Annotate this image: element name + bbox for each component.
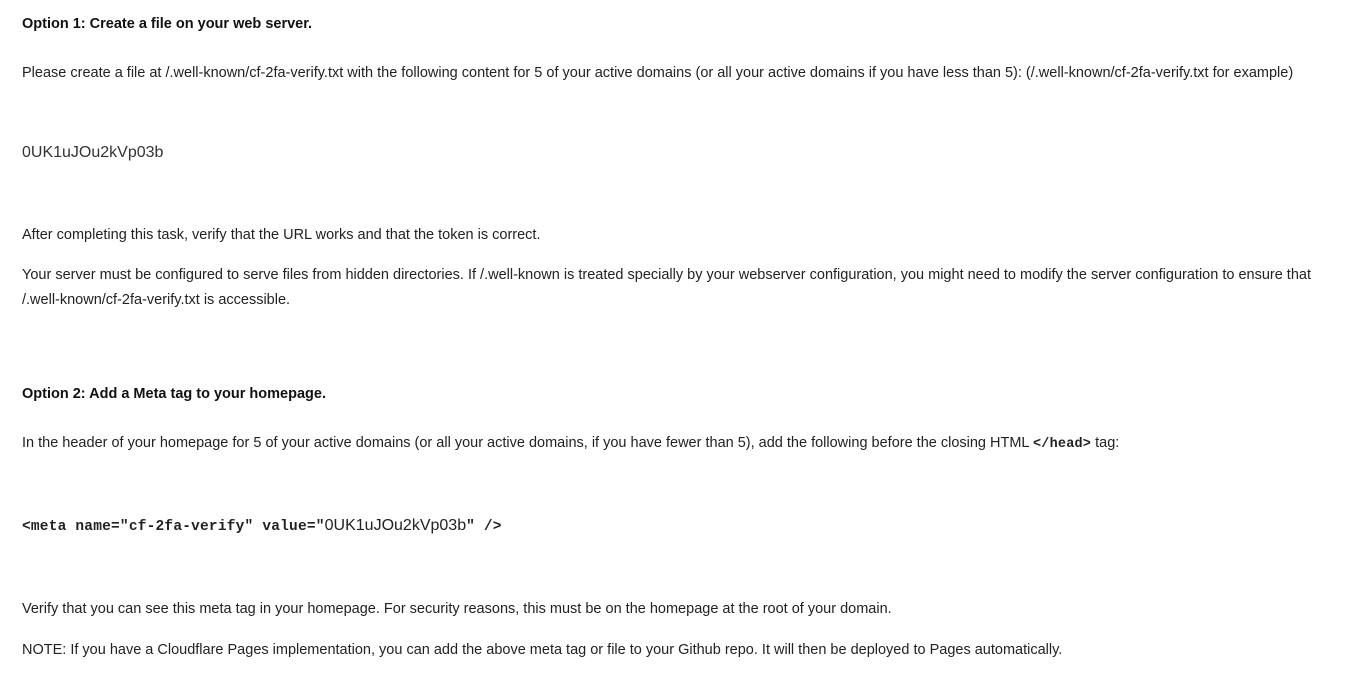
meta-tag-snippet <box>22 516 502 537</box>
option2-heading: Option 2: Add a Meta tag to your homepage. <box>22 386 326 402</box>
meta-tag-token: 0UK1uJOu2kVp03b <box>324 517 467 534</box>
option1-heading: Option 1: Create a file on your web server. <box>22 16 313 32</box>
option1-server-note: Your server must be configured to serve files from hidden directories. If /.well-known is treated specially by your webserver configuration, you might need to modify the server configuration to ensure that /.well-known/cf-2fa-verify.txt is accessible. <box>22 267 1311 308</box>
closing-head-code: </head> <box>1033 437 1092 452</box>
option2-instruction-before: In the header of your homepage for 5 of your active domains (or all your active domains, if you have fewer than 5), add the following before the closing HTML <box>22 435 1033 451</box>
option1-instruction: Please create a file at /.well-known/cf-2fa-verify.txt with the following content for 5 of your active domains (or all your active domains if you have less than 5): (/.well-known/cf-2fa-verify.txt for example) <box>22 65 1294 81</box>
meta-tag-suffix: " /> <box>466 519 502 535</box>
cloudflare-pages-note: NOTE: If you have a Cloudflare Pages implementation, you can add the above meta tag or file to your Github repo. It will then be deployed to Pages automatically. <box>22 642 1063 658</box>
option2-instruction-after: tag: <box>1091 435 1120 451</box>
option2-verify-text: Verify that you can see this meta tag in your homepage. For security reasons, this must be on the homepage at the root of your domain. <box>22 601 892 617</box>
verification-token: 0UK1uJOu2kVp03b <box>22 144 164 161</box>
meta-tag-prefix: <meta name="cf-2fa-verify" value=" <box>22 519 325 535</box>
option1-after-text: After completing this task, verify that the URL works and that the token is correct. <box>22 227 541 243</box>
option2-instruction <box>22 433 1119 455</box>
